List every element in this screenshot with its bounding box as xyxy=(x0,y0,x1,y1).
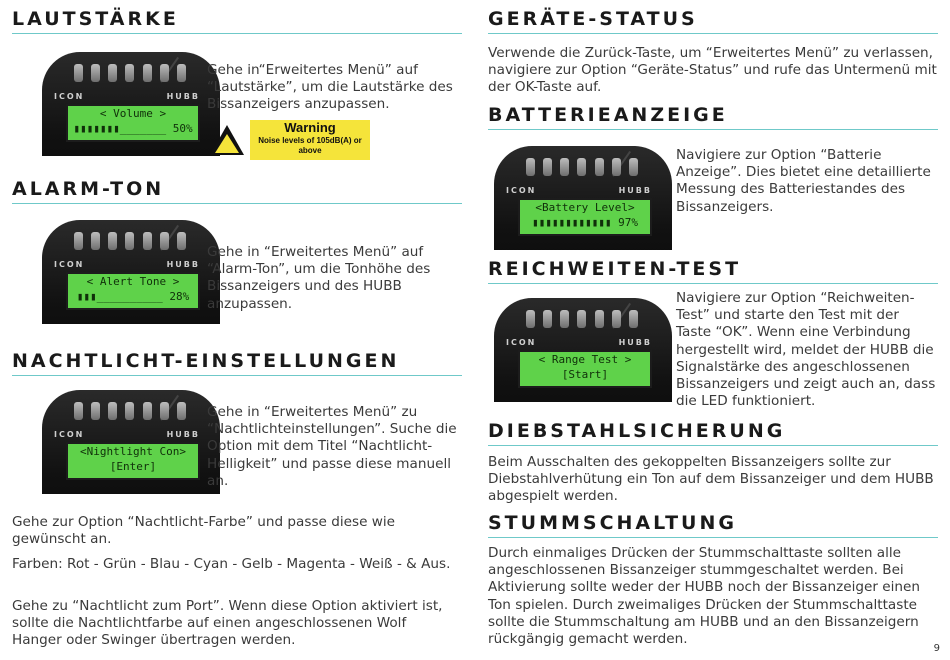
device-image-nightlight xyxy=(42,390,220,494)
heading-diebstahlsicherung: DIEBSTAHLSICHERUNG xyxy=(488,420,938,446)
warning-triangle-icon xyxy=(210,125,244,155)
warning-subtext: Noise levels of 105dB(A) or above xyxy=(258,136,362,155)
device-brand-left: ICON xyxy=(54,92,85,101)
device-screen xyxy=(66,442,200,480)
screen-line-1: <Battery Level> xyxy=(535,201,635,214)
text-reichweiten-test: Navigiere zur Option “Reichweiten-Test” und starte den Test mit der Taste “OK”. Wenn eine Verbindung hergestellt wird, meldet der HUBB die Signalstärke des angeschlossenen Bissanzeigers und zeigt auch an, dass die LED funktioniert. xyxy=(676,290,936,410)
device-image-volume xyxy=(42,52,220,156)
screen-line-2: ▮▮▮▮▮▮▮▮▮▮▮▮ 97% xyxy=(532,216,638,229)
device-brand-right: HUBB xyxy=(166,92,200,101)
device-image-range-test xyxy=(494,298,672,402)
device-brand-left: ICON xyxy=(54,430,85,439)
device-brand-right: HUBB xyxy=(618,186,652,195)
device-image-battery xyxy=(494,146,672,250)
device-brand-left: ICON xyxy=(506,338,537,347)
text-geraete-status: Verwende die Zurück-Taste, um “Erweitertes Menü” zu verlassen, navigiere zur Option “Geräte-Status” und rufe das Untermenü mit der OK-Taste auf. xyxy=(488,45,937,96)
device-screen xyxy=(66,272,200,310)
text-stummschaltung: Durch einmaliges Drücken der Stummschalttaste sollten alle angeschlossenen Bissanzeiger stummgeschaltet werden. Bei Aktivierung sollte weder der HUBB noch der Bissanzeiger einen Ton spielen. Durch zweimaliges Drücken der Stummschalttaste sollte die Stummschaltung am HUBB und an den Bissanzeigern rückgängig gemacht werden. xyxy=(488,545,920,648)
device-screen xyxy=(518,350,652,388)
heading-batterieanzeige: BATTERIEANZEIGE xyxy=(488,104,938,130)
text-lautstaerke: Gehe in“Erweitertes Menü” auf “Lautstärke”, um die Lautstärke des Bissanzeigers anzupassen. xyxy=(207,62,453,113)
device-brand-left: ICON xyxy=(506,186,537,195)
device-brand-right: HUBB xyxy=(166,260,200,269)
screen-line-2: [Enter] xyxy=(109,460,157,473)
page-number: 9 xyxy=(933,643,940,654)
heading-lautstaerke: LAUTSTÄRKE xyxy=(12,8,462,34)
screen-line-2: ▮▮▮▮▮▮▮_______ 50% xyxy=(73,122,193,135)
device-image-alert-tone xyxy=(42,220,220,324)
screen-line-2: ▮▮▮__________ 28% xyxy=(76,290,190,303)
heading-reichweiten-test: REICHWEITEN-TEST xyxy=(488,258,938,284)
heading-geraete-status: GERÄTE-STATUS xyxy=(488,8,938,34)
text-alarm-ton: Gehe in “Erweitertes Menü” auf “Alarm-Ton”, um die Tonhöhe des Bissanzeigers und des HUBB anzupassen. xyxy=(207,244,431,312)
heading-nachtlicht: NACHTLICHT-EINSTELLUNGEN xyxy=(12,350,462,376)
heading-alarm-ton: ALARM-TON xyxy=(12,178,462,204)
device-brand-right: HUBB xyxy=(166,430,200,439)
device-brand-left: ICON xyxy=(54,260,85,269)
screen-line-1: < Volume > xyxy=(99,107,167,120)
heading-stummschaltung: STUMMSCHALTUNG xyxy=(488,512,938,538)
text-farben: Farben: Rot - Grün - Blau - Cyan - Gelb - Magenta - Weiß - & Aus. xyxy=(12,556,451,572)
warning-sign xyxy=(210,120,370,160)
screen-line-2: [Start] xyxy=(561,368,609,381)
text-nachtlicht-farbe: Gehe zur Option “Nachtlicht-Farbe” und passe diese wie gewünscht an. xyxy=(12,514,396,548)
text-batterieanzeige: Navigiere zur Option “Batterie Anzeige”. Dies bietet eine detaillierte Messung des Batteriestandes des Bissanzeigers. xyxy=(676,147,931,215)
device-brand-right: HUBB xyxy=(618,338,652,347)
text-nachtlicht: Gehe in “Erweitertes Menü” zu “Nachtlichteinstellungen”. Suche die Option mit dem Titel “Nachtlicht-Helligkeit” und passe diese manuell an. xyxy=(207,404,457,489)
text-diebstahlsicherung: Beim Ausschalten des gekoppelten Bissanzeigers sollte zur Diebstahlverhütung ein Ton auf dem Bissanzeiger und dem HUBB abgespielt werden. xyxy=(488,454,934,505)
warning-title: Warning xyxy=(284,120,336,135)
device-screen xyxy=(518,198,652,236)
screen-line-1: < Alert Tone > xyxy=(86,275,180,288)
device-screen xyxy=(66,104,200,142)
text-nachtlicht-port: Gehe zu “Nachtlicht zum Port”. Wenn diese Option aktiviert ist, sollte die Nachtlichtfarbe auf einen angeschlossenen Wolf Hanger oder Swinger übertragen werden. xyxy=(12,598,443,649)
screen-line-1: <Nightlight Con> xyxy=(80,445,186,458)
screen-line-1: < Range Test > xyxy=(538,353,632,366)
